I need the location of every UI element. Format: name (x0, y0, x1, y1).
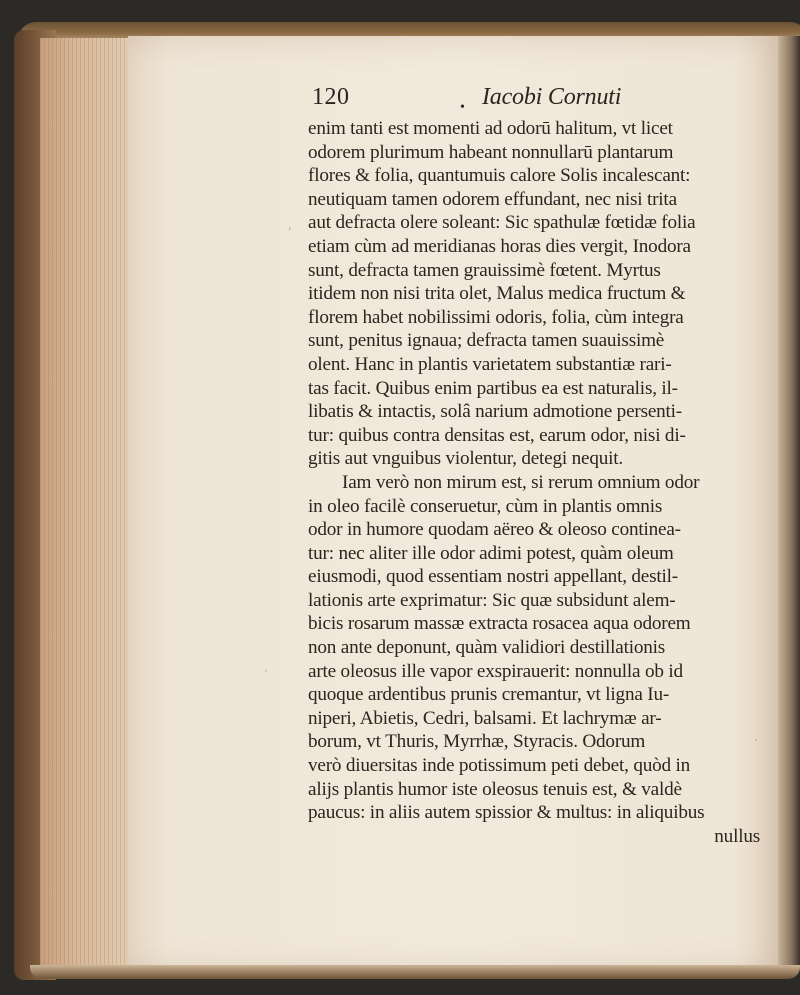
catchword: nullus (714, 825, 760, 847)
text-line: sunt, defracta tamen grauissimè fœtent. Myrtus (308, 259, 661, 281)
paragraph-first-line: Iam verò non mirum est, si rerum omnium odor (342, 471, 700, 493)
text-line: enim tanti est momenti ad odorū halitum, vt licet (308, 118, 673, 139)
text-line: olent. Hanc in plantis varietatem substantiæ rari- (308, 353, 672, 375)
running-title: Iacobi Cornuti (482, 84, 622, 110)
margin-mark: , (264, 660, 268, 674)
text-line: bicis rosarum massæ extracta rosacea aqua odorem (308, 613, 691, 635)
page-stack-edge (40, 38, 135, 968)
text-line: eiusmodi, quod essentiam nostri appellant, destil- (308, 566, 678, 588)
text-line: in oleo facilè conseruetur, cùm in plantis omnis (308, 495, 663, 517)
text-line: flores & folia, quantumuis calore Solis incalescant: (308, 165, 691, 187)
text-line: verò diuersitas inde potissimum peti debet, quòd in (308, 755, 691, 777)
text-line: sunt, penitus ignaua; defracta tamen suauissimè (308, 330, 665, 352)
book-bottom-edge (30, 965, 800, 979)
text-line: quoque ardentibus prunis cremantur, vt ligna Iu- (308, 684, 670, 706)
page-text (308, 86, 768, 848)
text-line: tas facit. Quibus enim partibus ea est naturalis, il- (308, 377, 678, 399)
text-line: paucus: in aliis autem spissior & multus: in aliquibus (308, 802, 705, 824)
text-line: tur: quibus contra densitas est, earum odor, nisi di- (308, 424, 686, 446)
text-line: itidem non nisi trita olet, Malus medica fructum & (308, 283, 686, 305)
text-line: borum, vt Thuris, Myrrhæ, Styracis. Odorum (308, 731, 646, 753)
text-line: odorem plurimum habeant nonnullarū plantarum (308, 141, 674, 163)
text-line: lationis arte exprimatur: Sic quæ subsidunt alem- (308, 589, 676, 611)
margin-mark: . (754, 730, 758, 744)
text-line: odor in humore quodam aëreo & oleoso continea- (308, 519, 681, 541)
page-number: 120 (312, 84, 350, 110)
text-line: tur: nec aliter ille odor adimi potest, quàm oleum (308, 542, 674, 564)
text-line: niperi, Abietis, Cedri, balsami. Et lachrymæ ar- (308, 707, 662, 729)
text-line: alijs plantis humor iste oleosus tenuis est, & valdè (308, 778, 682, 800)
header-separator: • (460, 100, 465, 115)
text-line: florem habet nobilissimi odoris, folia, cùm integra (308, 306, 684, 328)
gutter-shadow (778, 36, 800, 971)
text-line: arte oleosus ille vapor exspirauerit: nonnulla ob id (308, 660, 683, 682)
text-line: non ante deponunt, quàm validiori destillationis (308, 637, 666, 659)
text-line: aut defracta olere soleant: Sic spathulæ fœtidæ folia (308, 212, 696, 234)
text-line: gitis aut vnguibus violentur, detegi nequit. (308, 448, 623, 470)
page-header (308, 86, 768, 116)
margin-mark: , (288, 218, 292, 232)
text-line: etiam cùm ad meridianas horas dies vergit, Inodora (308, 235, 691, 257)
text-line: neutiquam tamen odorem effundant, nec nisi trita (308, 188, 677, 210)
text-line: libatis & intactis, solâ narium admotione persenti- (308, 401, 682, 423)
